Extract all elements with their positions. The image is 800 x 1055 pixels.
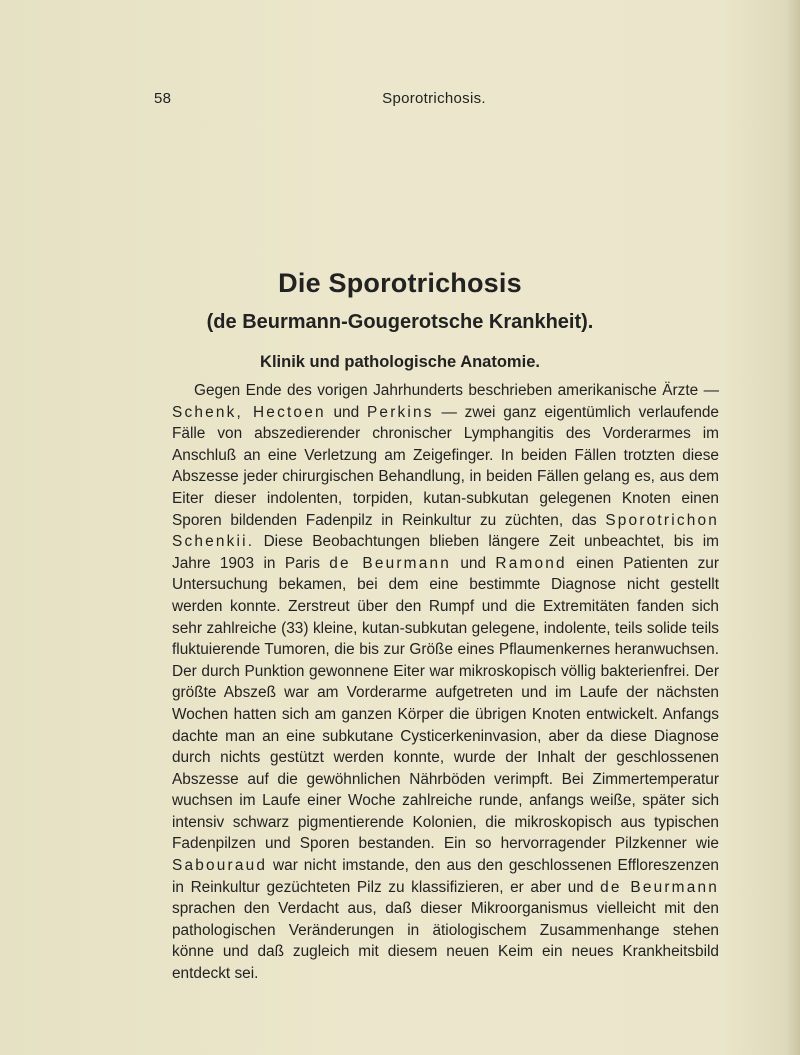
text-run: Diese Beobachtungen blieben längere Zeit unbeachtet, bis im Jahre 1903 in Paris <box>172 533 719 572</box>
text-run: sprachen den Verdacht aus, daß dieser Mikroorganismus vielleicht mit den pathologischen Veränderungen in ätiologischem Zusammenhange stehen könne und daß zugleich mit diesem neuen Keim ein neues Krankheitsbild entdeckt sei. <box>172 900 719 983</box>
author-name: de Beurmann <box>600 878 719 896</box>
author-names: Schenk, Hectoen <box>172 403 326 421</box>
text-run: war nicht imstande, den aus den geschlossenen Effloreszenzen in Reinkultur gezüchteten Pilz zu klassifizieren, er aber und <box>172 857 719 896</box>
page-edge-shadow <box>786 0 800 1055</box>
text-run: und <box>450 554 496 572</box>
text-run: Gegen Ende des vorigen Jahrhunderts beschrieben amerikanische Ärzte — <box>194 382 719 399</box>
section-heading: Klinik und pathologische Anatomie. <box>260 353 540 371</box>
running-title: Sporotrichosis. <box>382 90 486 107</box>
body-paragraph <box>172 380 719 985</box>
page-number: 58 <box>154 90 172 107</box>
running-header <box>154 90 714 112</box>
author-name: Ramond <box>495 554 567 572</box>
organism-name: Sporotrichon Schenkii. <box>172 511 719 551</box>
chapter-subtitle: (de Beurmann-Gougerotsche Krankheit). <box>206 311 594 333</box>
text-run: — zwei ganz eigentümlich verlaufende Fälle von abszedierender chronischer Lymphangitis des Vorderarmes im Anschluß an eine Verletzung am Zeigefinger. In beiden Fällen trotzten diese Abszesse jeder chirurgischen Behandlung, in beiden Fällen gelang es, aus dem Eiter dieser indolenten, torpiden, kutan-subkutan gelegenen Knoten einen Sporen bildenden Fadenpilz in Reinkultur zu züchten, das <box>172 403 719 529</box>
text-run: und <box>325 403 367 421</box>
author-name: Perkins <box>366 403 434 421</box>
author-name: de Beurmann <box>329 554 451 572</box>
chapter-title: Die Sporotrichosis <box>278 268 522 298</box>
author-name: Sabouraud <box>172 857 268 875</box>
text-run: einen Patienten zur Untersuchung bekamen, bei dem eine bestimmte Diagnose nicht gestellt werden konnte. Zerstreut über den Rumpf und die Extremitäten fanden sich sehr zahlreiche (33) kleine, kutan-subkutan gelegene, indolente, teils solide teils fluktuierende Tumoren, die bis zur Größe eines Pflaumenkernes heranwuchsen. Der durch Punktion gewonnene Eiter war mikroskopisch völlig bakterienfrei. Der größte Abszeß war am Vorderarme aufgetreten und im Laufe der nächsten Wochen hatten sich am ganzen Körper die übrigen Knoten entwickelt. Anfangs dachte man an eine subkutane Cysticerkeninvasion, aber da diese Diagnose durch nichts gestützt werden konnte, wurde der Inhalt der geschlossenen Abszesse auf die gewöhnlichen Nährböden verimpft. Bei Zimmertemperatur wuchsen im Laufe einer Woche zahlreiche runde, anfangs weiße, später sich intensiv schwarz pigmentierende Kolonien, die mikroskopisch aus typischen Fadenpilzen und Sporen bestanden. Ein so hervorragender Pilzkenner wie <box>172 554 719 853</box>
